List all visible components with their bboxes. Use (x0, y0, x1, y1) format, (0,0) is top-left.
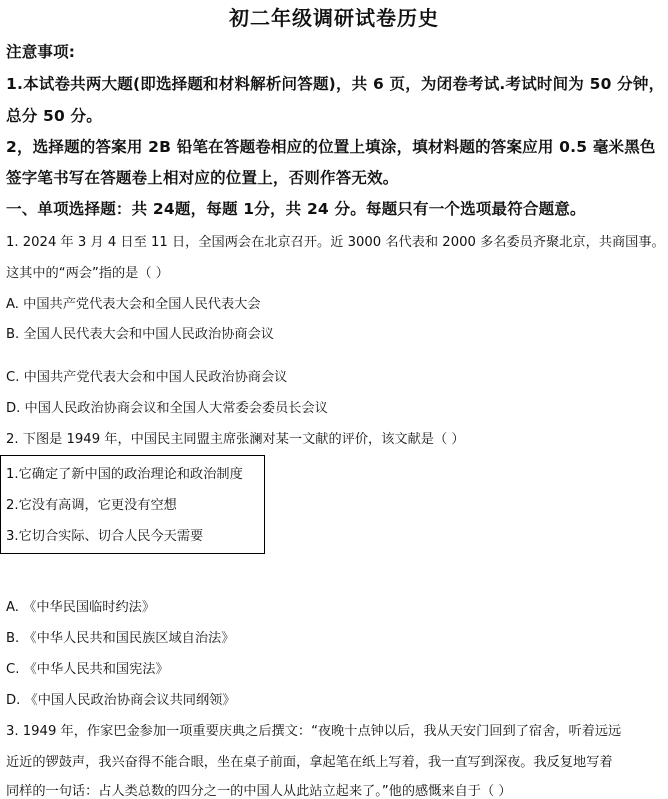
quote-box (0, 455, 265, 554)
question-2-option-d: D. 《中国人民政治协商会议共同纲领》 (6, 693, 236, 708)
notice-item-1-line-2: 总分 50 分。 (6, 107, 102, 125)
page-title: 初二年级调研试卷历史 (229, 6, 439, 30)
question-2-option-c: C. 《中华人民共和国宪法》 (6, 662, 169, 677)
notice-item-1-line-1: 1.本试卷共两大题(即选择题和材料解析问答题)，共 6 页，为闭卷考试.考试时间为 50 分钟， (6, 75, 665, 93)
question-1-option-a: A. 中国共产党代表大会和全国人民代表大会 (6, 297, 261, 312)
question-3-stem-line-1: 3. 1949 年，作家巴金参加一项重要庆典之后撰文：“夜晚十点钟以后，我从天安门回到了宿舍，听着远远 (6, 724, 622, 739)
question-2-option-a: A. 《中华民国临时约法》 (6, 600, 156, 615)
notice-item-2-line-1: 2，选择题的答案用 2B 铅笔在答题卷相应的位置上填涂，填材料题的答案应用 0.5 毫米黑色 (6, 138, 656, 156)
question-1-option-b: B. 全国人民代表大会和中国人民政治协商会议 (6, 327, 274, 342)
question-1-option-c: C. 中国共产党代表大会和中国人民政治协商会议 (6, 370, 288, 385)
question-1-option-d: D. 中国人民政治协商会议和全国人大常委会委员长会议 (6, 401, 328, 416)
question-2-option-b: B. 《中华人民共和国民族区域自治法》 (6, 631, 235, 646)
question-3-stem-line-2: 近近的锣鼓声，我兴奋得不能合眼，坐在桌子前面，拿起笔在纸上写着，我一直写到深夜。我反复地写着 (6, 755, 613, 770)
notice-heading: 注意事项: (6, 43, 76, 61)
question-2-stem: 2. 下图是 1949 年，中国民主同盟主席张澜对某一文献的评价，该文献是（ ） (6, 432, 465, 447)
notice-item-2-line-2: 签字笔书写在答题卷上相对应的位置上，否则作答无效。 (6, 169, 399, 187)
quote-line-1: 1.它确定了新中国的政治理论和政治制度 (6, 467, 243, 482)
section-1-heading: 一、单项选择题：共 24题，每题 1分，共 24 分。每题只有一个选项最符合题意。 (6, 200, 586, 218)
question-1-stem-line-1: 1. 2024 年 3 月 4 日至 11 日，全国两会在北京召开。近 3000 名代表和 2000 多名委员齐聚北京，共商国事。 (6, 235, 665, 250)
question-3-stem-line-3: 同样的一句话：占人类总数的四分之一的中国人从此站立起来了。”他的感慨来自于（ ） (6, 784, 512, 799)
question-1-stem-line-2: 这其中的“两会”指的是（ ） (6, 266, 169, 281)
quote-line-2: 2.它没有高调，它更没有空想 (6, 498, 177, 513)
quote-line-3: 3.它切合实际、切合人民今天需要 (6, 529, 204, 544)
